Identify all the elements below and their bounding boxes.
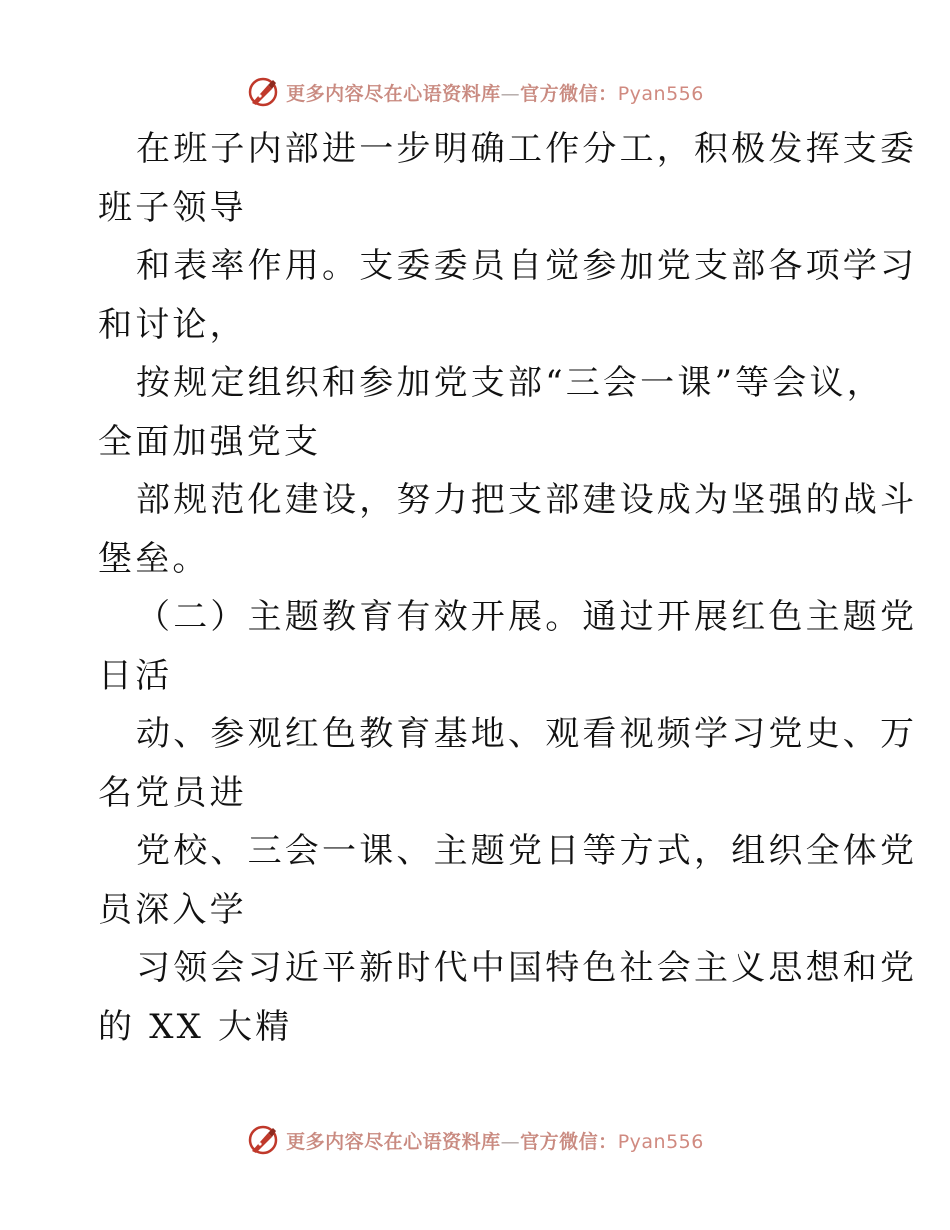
text-line: 的 XX 大精 bbox=[98, 1006, 293, 1047]
pen-nib-logo-icon bbox=[246, 75, 280, 109]
text-line: 班子领导 bbox=[98, 187, 247, 228]
watermark-footer bbox=[0, 1120, 950, 1160]
text-line: 习领会习近平新时代中国特色社会主义思想和党 bbox=[136, 948, 918, 988]
text-line: 部规范化建设，努力把支部建设成为坚强的战斗 bbox=[136, 480, 918, 520]
watermark-text: 更多内容尽在心语资料库—官方微信：Pyan556 bbox=[286, 82, 704, 105]
text-line: 员深入学 bbox=[98, 889, 247, 930]
pen-nib-logo-icon bbox=[246, 1123, 280, 1157]
text-line: 和表率作用。支委委员自觉参加党支部各项学习 bbox=[136, 246, 918, 286]
text-line: 党校、三会一课、主题党日等方式，组织全体党 bbox=[136, 831, 918, 871]
text-line: 全面加强党支 bbox=[98, 421, 322, 462]
document-body bbox=[98, 120, 918, 1056]
text-line: 和讨论， bbox=[98, 304, 247, 345]
text-line: 名党员进 bbox=[98, 772, 247, 813]
text-line: （二）主题教育有效开展。通过开展红色主题党 bbox=[136, 597, 918, 637]
text-line: 动、参观红色教育基地、观看视频学习党史、万 bbox=[136, 714, 918, 754]
watermark-header bbox=[0, 72, 950, 112]
text-line: 日活 bbox=[98, 655, 173, 696]
watermark-text: 更多内容尽在心语资料库—官方微信：Pyan556 bbox=[286, 1130, 704, 1153]
text-line: 按规定组织和参加党支部“三会一课”等会议， bbox=[136, 363, 884, 403]
text-line: 堡垒。 bbox=[98, 538, 210, 579]
text-line: 在班子内部进一步明确工作分工，积极发挥支委 bbox=[136, 129, 918, 169]
